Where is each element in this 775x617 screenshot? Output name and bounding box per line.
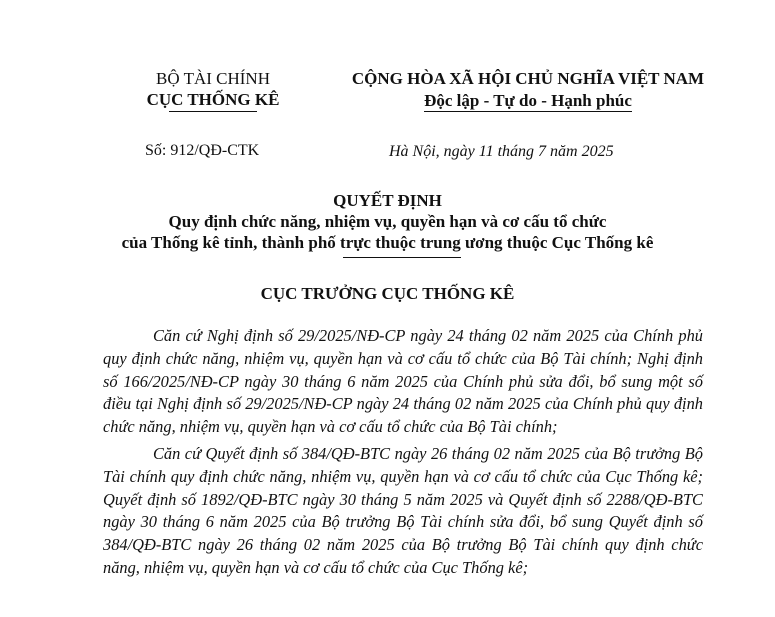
national-title-block: [318, 68, 738, 112]
document-subject-line-1: Quy định chức năng, nhiệm vụ, quyền hạn và cơ cấu tổ chức: [168, 212, 607, 231]
document-title-block: [0, 190, 775, 253]
department-name: CỤC THỐNG KÊ: [146, 90, 280, 109]
national-motto: Độc lập - Tự do - Hạnh phúc: [424, 91, 632, 110]
document-type: QUYẾT ĐỊNH: [333, 191, 442, 210]
department-underline: [169, 111, 257, 112]
document-subject-line-2: của Thống kê tỉnh, thành phố trực thuộc trung ương thuộc Cục Thống kê: [121, 233, 654, 252]
issuing-authority: CỤC TRƯỞNG CỤC THỐNG KÊ: [260, 284, 515, 303]
place-and-date: Hà Nội, ngày 11 tháng 7 năm 2025: [389, 143, 614, 160]
title-underline: [343, 257, 461, 258]
document-body: [103, 325, 703, 584]
ministry-name: BỘ TÀI CHÍNH: [156, 69, 270, 88]
issuing-agency-block: [128, 68, 298, 112]
legal-basis-paragraph: Căn cứ Quyết định số 384/QĐ-BTC ngày 26 tháng 02 năm 2025 của Bộ trưởng Bộ Tài chính quy định chức năng, nhiệm vụ, quyền hạn và cơ cấu tổ chức của Cục Thống kê; Quyết định số 1892/QĐ-BTC ngày 30 tháng 5 năm 2025 và Quyết định số 2288/QĐ-BTC ngày 30 tháng 6 năm 2025 của Bộ trưởng Bộ Tài chính sửa đổi, bổ sung Quyết định số 384/QĐ-BTC ngày 26 tháng 02 năm 2025 của Bộ trưởng Bộ Tài chính quy định chức năng, nhiệm vụ, quyền hạn và cơ cấu tổ chức của Cục Thống kê;: [103, 443, 703, 577]
legal-basis-paragraph: Căn cứ Nghị định số 29/2025/NĐ-CP ngày 24 tháng 02 năm 2025 của Chính phủ quy định chức năng, nhiệm vụ, quyền hạn và cơ cấu tổ chức của Bộ Tài chính; Nghị định số 166/2025/NĐ-CP ngày 30 tháng 6 năm 2025 của Chính phủ sửa đổi, bổ sung một số điều tại Nghị định số 29/2025/NĐ-CP ngày 24 tháng 02 năm 2025 của Chính phủ quy định chức năng, nhiệm vụ, quyền hạn và cơ cấu tổ chức của Bộ Tài chính;: [103, 326, 703, 437]
republic-name: CỘNG HÒA XÃ HỘI CHỦ NGHĨA VIỆT NAM: [351, 69, 705, 88]
document-number: Số: 912/QĐ-CTK: [145, 142, 260, 159]
